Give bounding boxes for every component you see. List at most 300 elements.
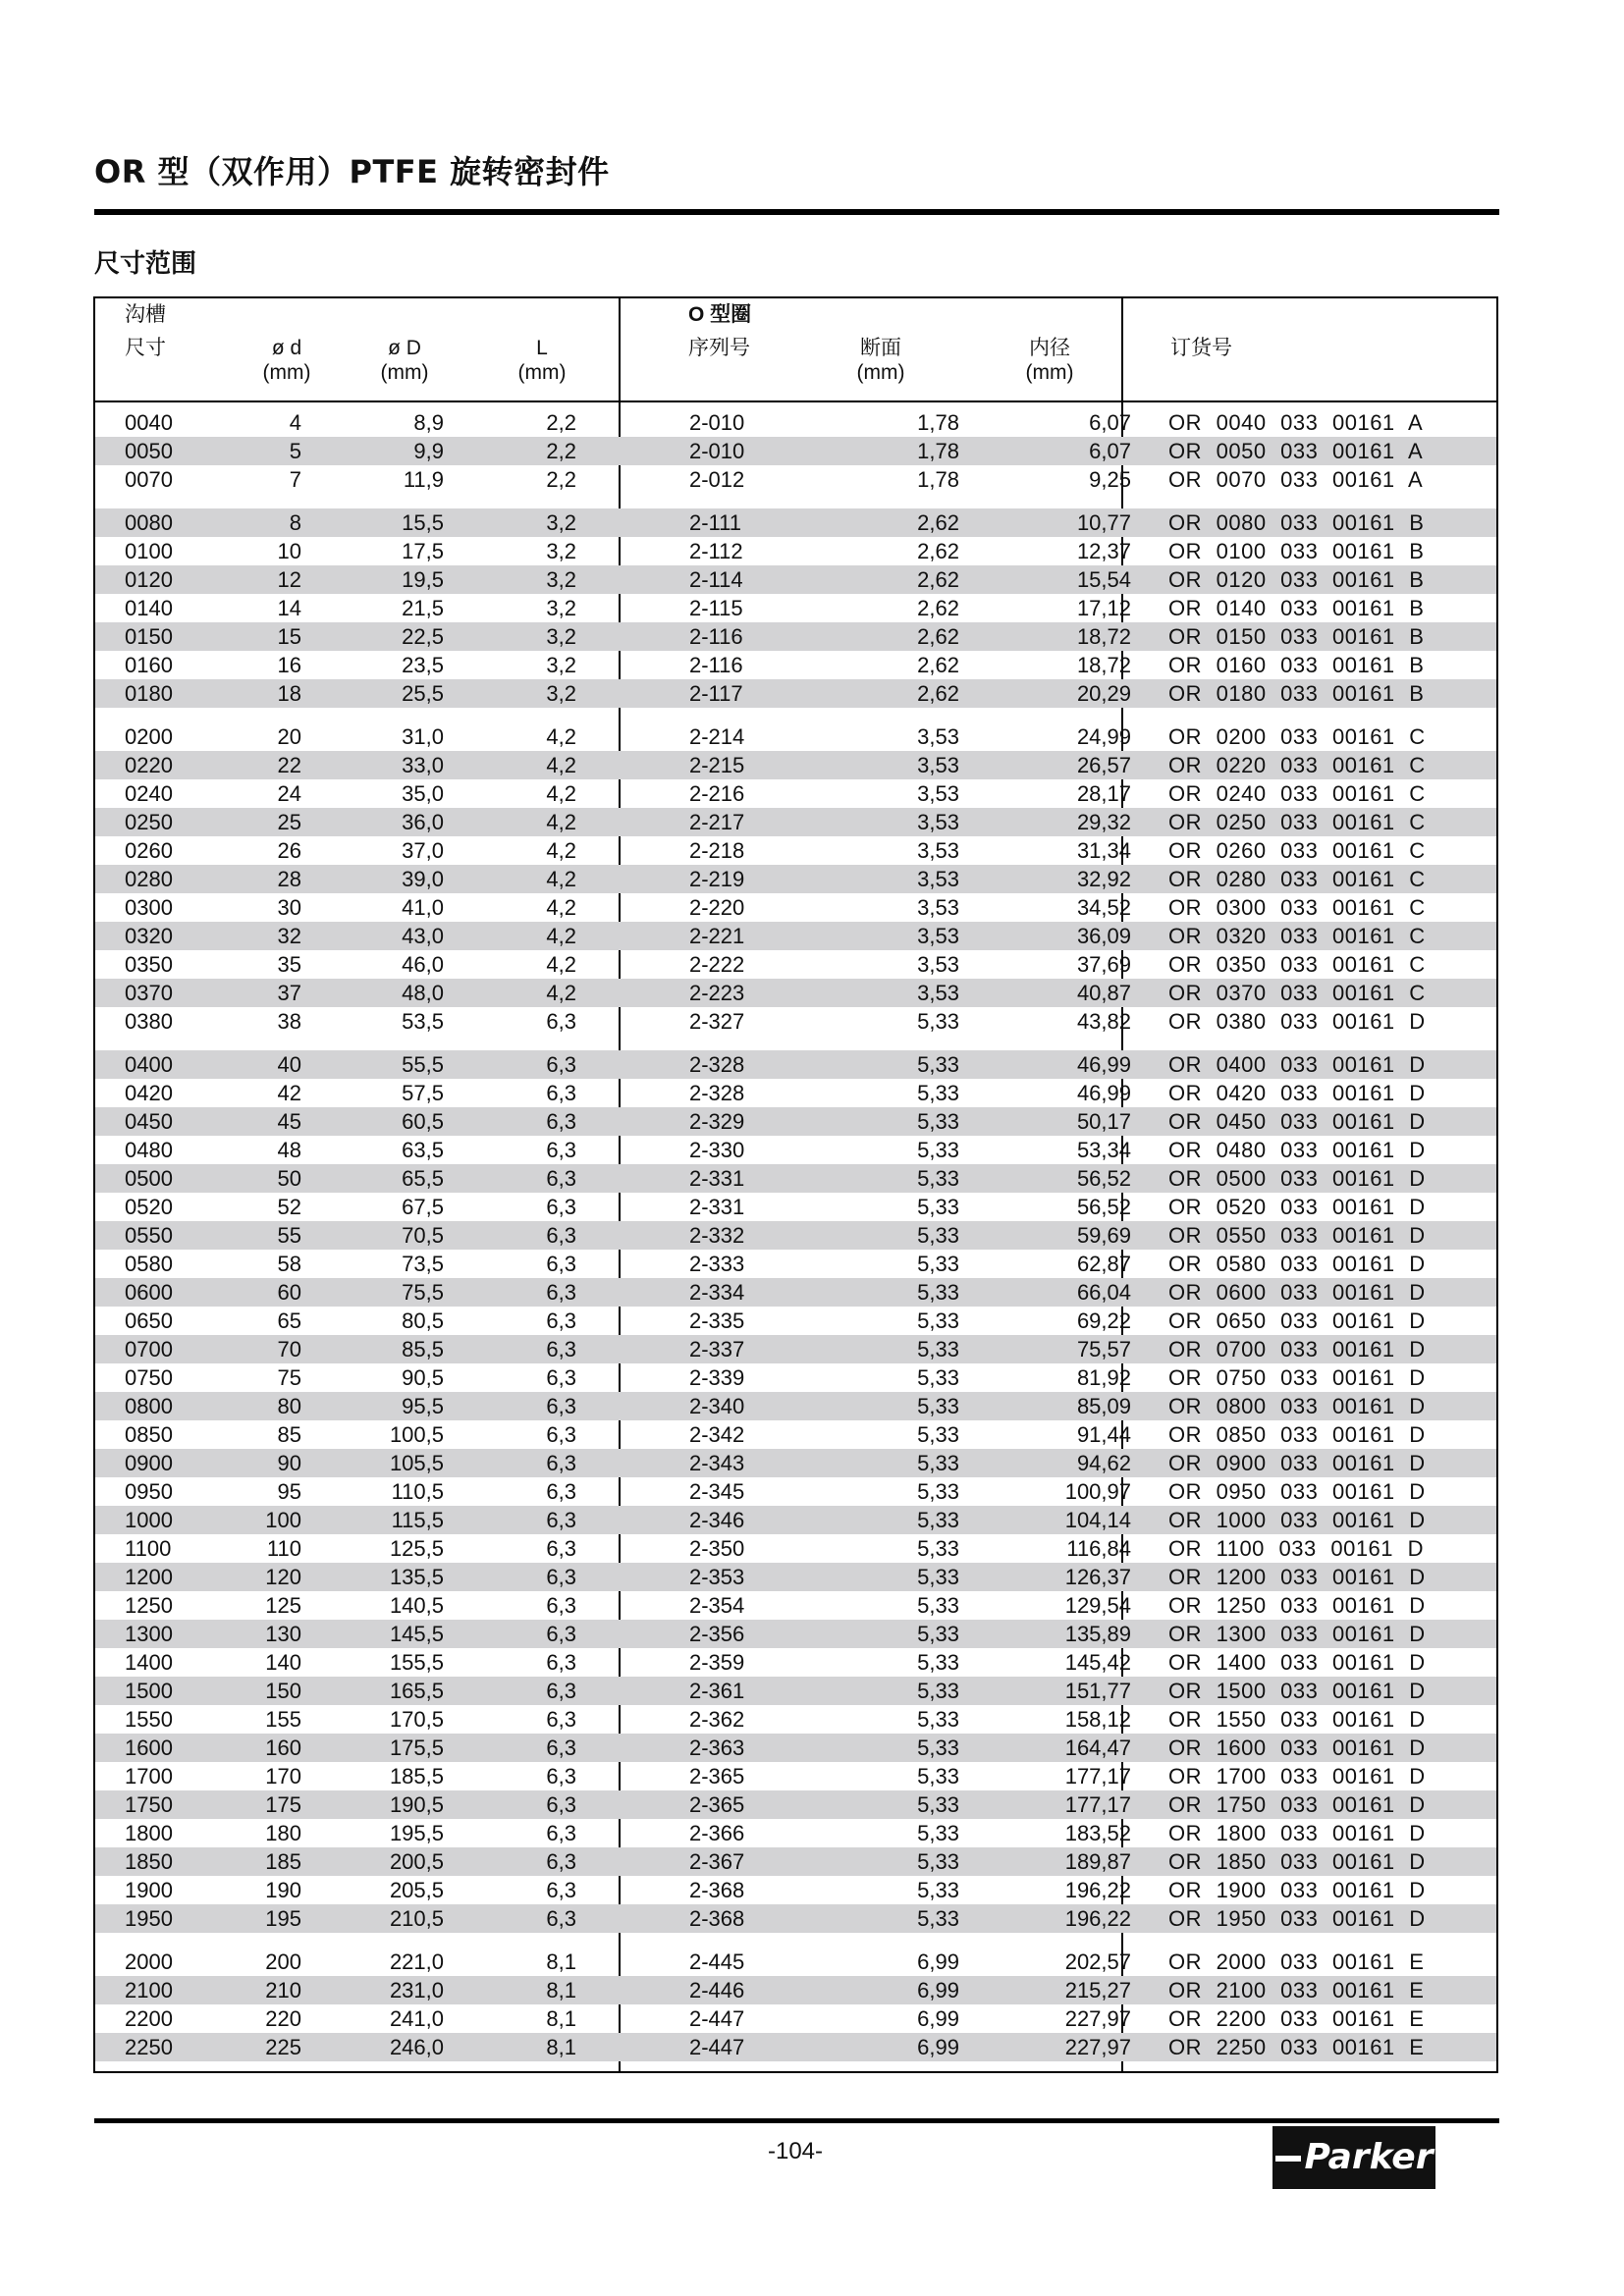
- header-rule: [95, 400, 1496, 402]
- cell-D: 185,5: [389, 1764, 444, 1789]
- table-row: [95, 1193, 1496, 1221]
- cell-section: 3,53: [917, 895, 959, 920]
- cell-section: 5,33: [917, 1166, 959, 1191]
- cell-D: 170,5: [389, 1707, 444, 1732]
- table-row: [95, 651, 1496, 679]
- cell-d: 48: [277, 1138, 301, 1162]
- cell-series: 2-361: [689, 1679, 745, 1703]
- cell-order: OR 0220 033 00161 C: [1168, 753, 1426, 777]
- cell-inner: 43,82: [1076, 1009, 1131, 1034]
- cell-series: 2-359: [689, 1650, 745, 1675]
- cell-order: OR 0150 033 00161 B: [1168, 624, 1425, 649]
- cell-section: 6,99: [917, 1978, 959, 2002]
- cell-order: OR 1300 033 00161 D: [1168, 1622, 1426, 1646]
- cell-D: 85,5: [402, 1337, 444, 1362]
- cell-series: 2-365: [689, 1764, 745, 1789]
- cell-section: 5,33: [917, 1707, 959, 1732]
- cell-order: OR 0100 033 00161 B: [1168, 539, 1425, 563]
- cell-d: 60: [277, 1280, 301, 1305]
- cell-L: 6,3: [546, 1337, 576, 1362]
- cell-inner: 9,25: [1089, 467, 1131, 492]
- cell-d: 12: [277, 567, 301, 592]
- cell-d: 185: [265, 1849, 301, 1874]
- cell-series: 2-329: [689, 1109, 745, 1134]
- cell-L: 3,2: [546, 681, 576, 706]
- cell-order: OR 0050 033 00161 A: [1168, 439, 1424, 463]
- cell-L: 3,2: [546, 510, 576, 535]
- cell-section: 3,53: [917, 838, 959, 863]
- cell-inner: 31,34: [1076, 838, 1131, 863]
- cell-series: 2-356: [689, 1622, 745, 1646]
- cell-order: OR 1800 033 00161 D: [1168, 1821, 1426, 1845]
- cell-L: 6,3: [546, 1679, 576, 1703]
- cell-L: 4,2: [546, 895, 576, 920]
- cell-d: 20: [277, 724, 301, 749]
- cell-d: 195: [265, 1906, 301, 1931]
- table-row: [95, 979, 1496, 1007]
- cell-inner: 59,69: [1076, 1223, 1131, 1248]
- cell-d: 180: [265, 1821, 301, 1845]
- cell-inner: 66,04: [1076, 1280, 1131, 1305]
- cell-section: 5,33: [917, 1451, 959, 1475]
- cell-size: 0500: [125, 1166, 173, 1191]
- cell-d: 14: [277, 596, 301, 620]
- cell-order: OR 1200 033 00161 D: [1168, 1565, 1426, 1589]
- cell-section: 5,33: [917, 1252, 959, 1276]
- cell-series: 2-327: [689, 1009, 745, 1034]
- header-inner: 内径: [1029, 337, 1070, 359]
- table-row: [95, 779, 1496, 808]
- cell-section: 2,62: [917, 681, 959, 706]
- table-row: [95, 565, 1496, 594]
- cell-D: 33,0: [402, 753, 444, 777]
- section-title: 尺寸范围: [94, 249, 197, 279]
- table-row: [95, 1335, 1496, 1363]
- cell-inner: 62,87: [1076, 1252, 1131, 1276]
- cell-order: OR 0070 033 00161 A: [1168, 467, 1424, 492]
- cell-d: 100: [265, 1508, 301, 1532]
- cell-order: OR 0700 033 00161 D: [1168, 1337, 1426, 1362]
- cell-L: 6,3: [546, 1195, 576, 1219]
- cell-d: 160: [265, 1735, 301, 1760]
- cell-series: 2-367: [689, 1849, 745, 1874]
- cell-section: 5,33: [917, 1280, 959, 1305]
- cell-size: 0240: [125, 781, 173, 806]
- cell-order: OR 0280 033 00161 C: [1168, 867, 1426, 891]
- cell-section: 6,99: [917, 1949, 959, 1974]
- cell-size: 0480: [125, 1138, 173, 1162]
- cell-series: 2-368: [689, 1878, 745, 1902]
- cell-L: 6,3: [546, 1735, 576, 1760]
- cell-series: 2-354: [689, 1593, 745, 1618]
- cell-d: 32: [277, 924, 301, 948]
- header-series: 序列号: [688, 337, 750, 359]
- cell-section: 2,62: [917, 624, 959, 649]
- cell-d: 28: [277, 867, 301, 891]
- cell-size: 0950: [125, 1479, 173, 1504]
- cell-inner: 18,72: [1076, 653, 1131, 677]
- cell-inner: 183,52: [1064, 1821, 1131, 1845]
- table-row: [95, 865, 1496, 893]
- cell-order: OR 2100 033 00161 E: [1168, 1978, 1425, 2002]
- cell-size: 0800: [125, 1394, 173, 1418]
- cell-L: 8,1: [546, 1978, 576, 2002]
- cell-d: 200: [265, 1949, 301, 1974]
- cell-series: 2-353: [689, 1565, 745, 1589]
- table-row: [95, 1363, 1496, 1392]
- cell-L: 6,3: [546, 1308, 576, 1333]
- cell-L: 6,3: [546, 1451, 576, 1475]
- table-row: [95, 722, 1496, 751]
- cell-order: OR 1000 033 00161 D: [1168, 1508, 1426, 1532]
- cell-series: 2-446: [689, 1978, 745, 2002]
- cell-inner: 227,97: [1064, 2006, 1131, 2031]
- cell-d: 50: [277, 1166, 301, 1191]
- cell-section: 5,33: [917, 1223, 959, 1248]
- cell-series: 2-337: [689, 1337, 745, 1362]
- table-row: [95, 1534, 1496, 1563]
- cell-inner: 18,72: [1076, 624, 1131, 649]
- cell-series: 2-214: [689, 724, 745, 749]
- cell-size: 1800: [125, 1821, 173, 1845]
- cell-d: 190: [265, 1878, 301, 1902]
- logo-text: Parker: [1304, 2137, 1434, 2177]
- cell-series: 2-114: [689, 567, 743, 592]
- cell-L: 8,1: [546, 1949, 576, 1974]
- cell-L: 6,3: [546, 1622, 576, 1646]
- cell-order: OR 2000 033 00161 E: [1168, 1949, 1425, 1974]
- cell-inner: 196,22: [1064, 1906, 1131, 1931]
- cell-d: 80: [277, 1394, 301, 1418]
- cell-size: 0420: [125, 1081, 173, 1105]
- cell-section: 2,62: [917, 596, 959, 620]
- cell-inner: 100,97: [1064, 1479, 1131, 1504]
- cell-size: 0520: [125, 1195, 173, 1219]
- table-row: [95, 437, 1496, 465]
- table-row: [95, 594, 1496, 622]
- cell-order: OR 0250 033 00161 C: [1168, 810, 1426, 834]
- header-group-groove: 沟槽: [125, 303, 166, 326]
- cell-series: 2-328: [689, 1052, 745, 1077]
- cell-D: 57,5: [402, 1081, 444, 1105]
- cell-series: 2-346: [689, 1508, 745, 1532]
- table-row: [95, 1007, 1496, 1036]
- cell-size: 0070: [125, 467, 173, 492]
- cell-order: OR 1900 033 00161 D: [1168, 1878, 1426, 1902]
- cell-section: 3,53: [917, 781, 959, 806]
- header-order: 订货号: [1170, 337, 1232, 359]
- cell-D: 41,0: [402, 895, 444, 920]
- cell-D: 221,0: [389, 1949, 444, 1974]
- footer-rule: [94, 2118, 1499, 2123]
- cell-size: 1400: [125, 1650, 173, 1675]
- cell-D: 241,0: [389, 2006, 444, 2031]
- cell-size: 1100: [125, 1536, 172, 1561]
- cell-order: OR 1750 033 00161 D: [1168, 1792, 1426, 1817]
- cell-series: 2-331: [689, 1166, 745, 1191]
- cell-order: OR 0400 033 00161 D: [1168, 1052, 1426, 1077]
- cell-order: OR 0950 033 00161 D: [1168, 1479, 1426, 1504]
- cell-section: 1,78: [917, 410, 959, 435]
- header-group-oring: O 型圈: [688, 303, 752, 326]
- cell-size: 1250: [125, 1593, 173, 1618]
- cell-inner: 46,99: [1076, 1081, 1131, 1105]
- cell-section: 5,33: [917, 1308, 959, 1333]
- table-row: [95, 1392, 1496, 1420]
- cell-size: 1850: [125, 1849, 173, 1874]
- cell-D: 21,5: [402, 596, 444, 620]
- cell-section: 2,62: [917, 539, 959, 563]
- cell-order: OR 0550 033 00161 D: [1168, 1223, 1426, 1248]
- cell-D: 25,5: [402, 681, 444, 706]
- table-row: [95, 1976, 1496, 2004]
- cell-D: 100,5: [389, 1422, 444, 1447]
- cell-D: 115,5: [391, 1508, 444, 1532]
- cell-L: 6,3: [546, 1081, 576, 1105]
- cell-d: 210: [265, 1978, 301, 2002]
- cell-D: 135,5: [389, 1565, 444, 1589]
- table-row: [95, 1790, 1496, 1819]
- header-D-unit: (mm): [380, 361, 429, 384]
- cell-L: 6,3: [546, 1764, 576, 1789]
- table-row: [95, 751, 1496, 779]
- cell-d: 22: [277, 753, 301, 777]
- table-row: [95, 1136, 1496, 1164]
- cell-d: 65: [277, 1308, 301, 1333]
- cell-series: 2-366: [689, 1821, 745, 1845]
- cell-section: 3,53: [917, 724, 959, 749]
- cell-D: 175,5: [389, 1735, 444, 1760]
- cell-d: 175: [265, 1792, 301, 1817]
- cell-series: 2-333: [689, 1252, 745, 1276]
- cell-L: 6,3: [546, 1821, 576, 1845]
- cell-section: 2,62: [917, 510, 959, 535]
- cell-D: 70,5: [402, 1223, 444, 1248]
- cell-section: 3,53: [917, 952, 959, 977]
- cell-L: 6,3: [546, 1166, 576, 1191]
- cell-series: 2-447: [689, 2006, 745, 2031]
- cell-section: 5,33: [917, 1081, 959, 1105]
- cell-series: 2-330: [689, 1138, 745, 1162]
- cell-size: 1950: [125, 1906, 173, 1931]
- cell-D: 110,5: [391, 1479, 444, 1504]
- cell-size: 0750: [125, 1365, 173, 1390]
- cell-D: 15,5: [402, 510, 444, 535]
- cell-section: 5,33: [917, 1764, 959, 1789]
- cell-order: OR 0900 033 00161 D: [1168, 1451, 1426, 1475]
- cell-section: 5,33: [917, 1821, 959, 1845]
- cell-section: 5,33: [917, 1052, 959, 1077]
- cell-size: 0370: [125, 981, 173, 1005]
- cell-D: 200,5: [389, 1849, 444, 1874]
- cell-order: OR 0650 033 00161 D: [1168, 1308, 1426, 1333]
- table-row: [95, 1079, 1496, 1107]
- table-row: [95, 1948, 1496, 1976]
- cell-section: 5,33: [917, 1009, 959, 1034]
- cell-order: OR 0850 033 00161 D: [1168, 1422, 1426, 1447]
- cell-size: 0700: [125, 1337, 173, 1362]
- header-size: 尺寸: [125, 337, 166, 359]
- cell-order: OR 0260 033 00161 C: [1168, 838, 1426, 863]
- cell-d: 37: [277, 981, 301, 1005]
- cell-d: 26: [277, 838, 301, 863]
- cell-size: 0100: [125, 539, 173, 563]
- cell-L: 4,2: [546, 810, 576, 834]
- cell-d: 130: [265, 1622, 301, 1646]
- cell-inner: 56,52: [1076, 1166, 1131, 1191]
- cell-size: 0250: [125, 810, 173, 834]
- cell-series: 2-339: [689, 1365, 745, 1390]
- table-row: [95, 1250, 1496, 1278]
- table-row: [95, 1591, 1496, 1620]
- cell-order: OR 1250 033 00161 D: [1168, 1593, 1426, 1618]
- cell-size: 1900: [125, 1878, 173, 1902]
- cell-size: 1500: [125, 1679, 173, 1703]
- cell-D: 67,5: [402, 1195, 444, 1219]
- cell-series: 2-012: [689, 467, 745, 492]
- cell-L: 4,2: [546, 952, 576, 977]
- cell-inner: 215,27: [1064, 1978, 1131, 2002]
- cell-L: 6,3: [546, 1280, 576, 1305]
- cell-section: 5,33: [917, 1593, 959, 1618]
- cell-d: 18: [277, 681, 301, 706]
- cell-d: 42: [277, 1081, 301, 1105]
- cell-d: 95: [277, 1479, 301, 1504]
- cell-D: 19,5: [402, 567, 444, 592]
- cell-L: 6,3: [546, 1052, 576, 1077]
- cell-d: 7: [289, 467, 301, 492]
- cell-inner: 151,77: [1064, 1679, 1131, 1703]
- parker-logo: [1272, 2126, 1435, 2189]
- cell-inner: 116,84: [1066, 1536, 1131, 1561]
- cell-series: 2-340: [689, 1394, 745, 1418]
- cell-d: 8: [289, 510, 301, 535]
- cell-order: OR 0160 033 00161 B: [1168, 653, 1425, 677]
- page-number: -104-: [767, 2138, 824, 2164]
- table-row: [95, 922, 1496, 950]
- cell-inner: 53,34: [1076, 1138, 1131, 1162]
- cell-d: 170: [265, 1764, 301, 1789]
- cell-L: 6,3: [546, 1878, 576, 1902]
- cell-d: 52: [277, 1195, 301, 1219]
- cell-series: 2-447: [689, 2035, 745, 2059]
- cell-order: OR 0350 033 00161 C: [1168, 952, 1426, 977]
- table-row: [95, 622, 1496, 651]
- cell-section: 5,33: [917, 1622, 959, 1646]
- cell-order: OR 0180 033 00161 B: [1168, 681, 1425, 706]
- cell-order: OR 2250 033 00161 E: [1168, 2035, 1425, 2059]
- cell-D: 22,5: [402, 624, 444, 649]
- cell-size: 0850: [125, 1422, 173, 1447]
- cell-size: 2100: [125, 1978, 173, 2002]
- cell-inner: 28,17: [1076, 781, 1131, 806]
- cell-D: 80,5: [402, 1308, 444, 1333]
- cell-D: 145,5: [389, 1622, 444, 1646]
- cell-inner: 227,97: [1064, 2035, 1131, 2059]
- cell-L: 4,2: [546, 724, 576, 749]
- cell-order: OR 0480 033 00161 D: [1168, 1138, 1426, 1162]
- cell-size: 0040: [125, 410, 173, 435]
- cell-section: 3,53: [917, 981, 959, 1005]
- cell-D: 35,0: [402, 781, 444, 806]
- cell-L: 6,3: [546, 1365, 576, 1390]
- cell-series: 2-010: [689, 410, 745, 435]
- cell-inner: 129,54: [1064, 1593, 1131, 1618]
- cell-section: 5,33: [917, 1365, 959, 1390]
- table-row: [95, 1677, 1496, 1705]
- table-row: [95, 1107, 1496, 1136]
- cell-series: 2-335: [689, 1308, 745, 1333]
- table-row: [95, 1705, 1496, 1734]
- cell-inner: 135,89: [1064, 1622, 1131, 1646]
- cell-order: OR 0800 033 00161 D: [1168, 1394, 1426, 1418]
- cell-D: 31,0: [402, 724, 444, 749]
- cell-D: 165,5: [389, 1679, 444, 1703]
- cell-size: 0300: [125, 895, 173, 920]
- cell-d: 40: [277, 1052, 301, 1077]
- cell-order: OR 0320 033 00161 C: [1168, 924, 1426, 948]
- cell-size: 0080: [125, 510, 173, 535]
- cell-series: 2-362: [689, 1707, 745, 1732]
- cell-L: 6,3: [546, 1849, 576, 1874]
- cell-D: 246,0: [389, 2035, 444, 2059]
- cell-size: 0650: [125, 1308, 173, 1333]
- table-row: [95, 1876, 1496, 1904]
- cell-size: 0380: [125, 1009, 173, 1034]
- cell-inner: 6,07: [1089, 410, 1131, 435]
- cell-section: 2,62: [917, 653, 959, 677]
- cell-D: 43,0: [402, 924, 444, 948]
- cell-size: 1700: [125, 1764, 173, 1789]
- cell-section: 5,33: [917, 1536, 959, 1561]
- cell-inner: 37,69: [1076, 952, 1131, 977]
- table-row: [95, 1762, 1496, 1790]
- cell-L: 2,2: [546, 467, 576, 492]
- cell-L: 6,3: [546, 1252, 576, 1276]
- cell-d: 35: [277, 952, 301, 977]
- cell-inner: 24,99: [1076, 724, 1131, 749]
- cell-series: 2-350: [689, 1536, 745, 1561]
- cell-L: 8,1: [546, 2035, 576, 2059]
- cell-D: 125,5: [389, 1536, 444, 1561]
- cell-L: 6,3: [546, 1138, 576, 1162]
- cell-d: 75: [277, 1365, 301, 1390]
- cell-series: 2-010: [689, 439, 745, 463]
- cell-D: 231,0: [389, 1978, 444, 2002]
- header-d: ø d: [271, 337, 302, 359]
- table-row: [95, 893, 1496, 922]
- table-row: [95, 1307, 1496, 1335]
- table-row: [95, 1847, 1496, 1876]
- cell-series: 2-368: [689, 1906, 745, 1931]
- cell-order: OR 0380 033 00161 D: [1168, 1009, 1426, 1034]
- table-row: [95, 1819, 1496, 1847]
- cell-series: 2-111: [689, 510, 742, 535]
- cell-order: OR 0200 033 00161 C: [1168, 724, 1426, 749]
- cell-section: 5,33: [917, 1422, 959, 1447]
- cell-inner: 36,09: [1076, 924, 1131, 948]
- cell-size: 2000: [125, 1949, 173, 1974]
- cell-series: 2-116: [689, 624, 743, 649]
- cell-D: 73,5: [402, 1252, 444, 1276]
- cell-d: 5: [289, 439, 301, 463]
- cell-order: OR 0040 033 00161 A: [1168, 410, 1424, 435]
- cell-D: 195,5: [389, 1821, 444, 1845]
- cell-inner: 81,92: [1076, 1365, 1131, 1390]
- cell-D: 95,5: [402, 1394, 444, 1418]
- cell-size: 1300: [125, 1622, 173, 1646]
- table-row: [95, 1420, 1496, 1449]
